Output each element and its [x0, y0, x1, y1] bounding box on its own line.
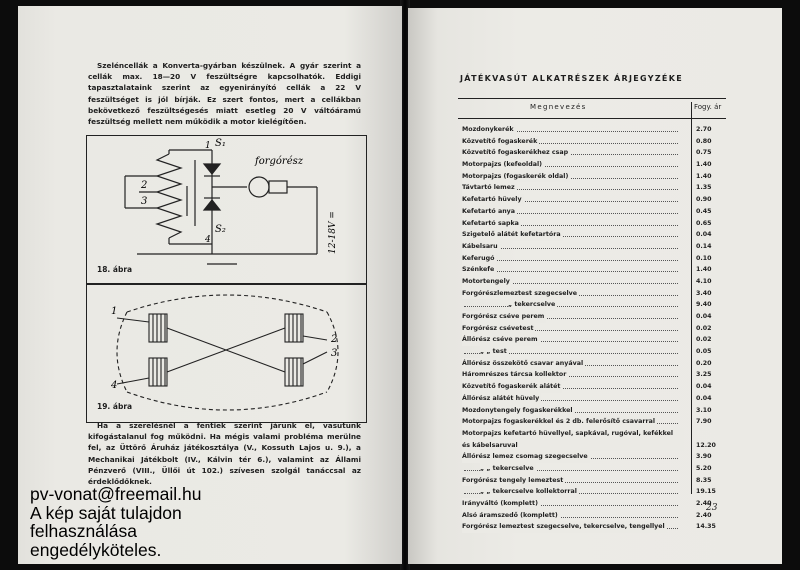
node-4-label: 4	[205, 235, 211, 245]
w-node-2-label: 2	[331, 334, 338, 345]
table-row: Motortengely 4.10	[458, 276, 718, 288]
watermark-line: pv-vonat@freemail.hu	[30, 484, 202, 504]
table-row: Állórész alátét hüvely 0.04	[458, 393, 718, 405]
table-row: Állórész cséve perem 0.02	[458, 334, 718, 346]
table-row: Állórész lemez csomag szegecselve 3.90	[458, 451, 718, 463]
table-row: Közvetítő fogaskerék alátét 0.04	[458, 381, 718, 393]
table-row: Forgórész csévetest 0.02	[458, 323, 718, 335]
table-row: Mozdonytengely fogaskerékkel 3.10	[458, 405, 718, 417]
table-row: Keferugó 0.10	[458, 253, 718, 265]
table-row: „ „ tekercselve kollektorral 19.15	[458, 486, 718, 498]
table-row: Forgórész lemeztest szegecselve, tekercselve, tengellyel 14.35	[458, 521, 718, 533]
s1-label: S₁	[215, 138, 226, 149]
table-row: Távtartó lemez 1.35	[458, 182, 718, 194]
table-row: Szigetelő alátét kefetartóra 0.04	[458, 229, 718, 241]
figure-19-label: 19. ábra	[97, 402, 133, 411]
table-row: Forgórészlemeztest szegecselve 3.40	[458, 288, 718, 300]
figure-18-circuit	[86, 135, 367, 285]
table-row: „ „ test 0.05	[458, 346, 718, 358]
table-row: Motorpajzs (kefeoldal) 1.40	[458, 159, 718, 171]
help-paragraph: Ha a szerelésnél a fentiek szerint járunk el, vasutunk kifogástalanul fog működni. Ha mégis valami probléma merülne fel, az Üttörő Áruház játékosztálya (V., Kossuth Lajos u. 9.), a Mechanikai Játékbolt (IV., Kálvin tér 6.), valamint az Állami Pénzverő (VIII., Üllői út 102.) szívesen szolgál tanáccsal az érdeklődőknek.	[88, 421, 361, 487]
figure-19-winding	[86, 283, 367, 423]
header-rule	[458, 118, 726, 119]
watermark-line: engedélyköteles.	[30, 539, 162, 560]
table-row: Motorpajzs fogaskerékkel és 2 db. felerősítő csavarral 7.90	[458, 416, 718, 428]
column-header-price: Fogy. ár	[694, 103, 722, 111]
page-number: 23	[706, 503, 718, 513]
table-row: Közvetítő fogaskerék 0.80	[458, 136, 718, 148]
voltage-label: 12-18V =	[328, 211, 338, 254]
table-row: Kefetartó hüvely 0.90	[458, 194, 718, 206]
circuit-diagram	[87, 136, 366, 284]
table-row: Motorpajzs (fogaskerék oldal) 1.40	[458, 171, 718, 183]
table-row: Állórész összekötő csavar anyával 0.20	[458, 358, 718, 370]
node-3-label: 3	[141, 196, 148, 207]
table-row: „ „ tekercselve 5.20	[458, 463, 718, 475]
table-row: Szénkefe 1.40	[458, 264, 718, 276]
w-node-4-label: 4	[111, 380, 118, 391]
figure-18-label: 18. ábra	[97, 265, 133, 274]
price-table	[458, 124, 718, 533]
watermark-line: felhasználása	[30, 521, 138, 541]
table-top-rule	[458, 98, 726, 99]
table-row: „ tekercselve 9.40	[458, 299, 718, 311]
price-list-title: JÁTÉKVASÚT ALKATRÉSZEK ÁRJEGYZÉKE	[460, 74, 683, 83]
table-row: Forgórész tengely lemeztest 8.35	[458, 475, 718, 487]
s2-label: S₂	[215, 224, 226, 235]
column-header-name: Megnevezés	[530, 103, 587, 111]
table-row: Kábelsaru 0.14	[458, 241, 718, 253]
table-row: Közvetítő fogaskerékhez csap 0.75	[458, 147, 718, 159]
table-row: Kefetartó anya 0.45	[458, 206, 718, 218]
table-row: Motorpajzs kefetartó hüvellyel, sapkával, rugóval, kefékkel és kábelsaruval 12.20	[458, 428, 718, 451]
watermark-line: A kép saját tulajdon	[30, 502, 182, 523]
table-row: Kefetartó sapka 0.65	[458, 218, 718, 230]
forgoresz-label: forgórész	[255, 156, 304, 167]
w-node-3-label: 3	[331, 348, 338, 359]
watermark-text	[30, 485, 201, 559]
table-row: Irányváltó (komplett) 2.40	[458, 498, 718, 510]
table-row: Mozdonykerék 2.70	[458, 124, 718, 136]
node-2-label: 2	[141, 180, 148, 191]
intro-paragraph: Szeléncellák a Konverta-gyárban készülnek. A gyár szerint a cellák max. 18—20 V feszültségre kapcsolhatók. Eddigi tapasztalataink szerint az egyenirányító cellák a 22 V feszültséget is jól bírják. Ez szert fontos, mert a cellákban bekövetkező feszültségesés miatt esetleg 20 V váltóáramú feszültség mellett nem működik a motor kielégítően.	[88, 61, 361, 127]
table-row: Forgórész cséve perem 0.04	[458, 311, 718, 323]
w-node-1-label: 1	[111, 306, 118, 317]
node-1-label: 1	[205, 141, 211, 151]
table-row: Háromrészes tárcsa kollektor 3.25	[458, 369, 718, 381]
table-row: Alsó áramszedő (komplett) 2.40	[458, 510, 718, 522]
